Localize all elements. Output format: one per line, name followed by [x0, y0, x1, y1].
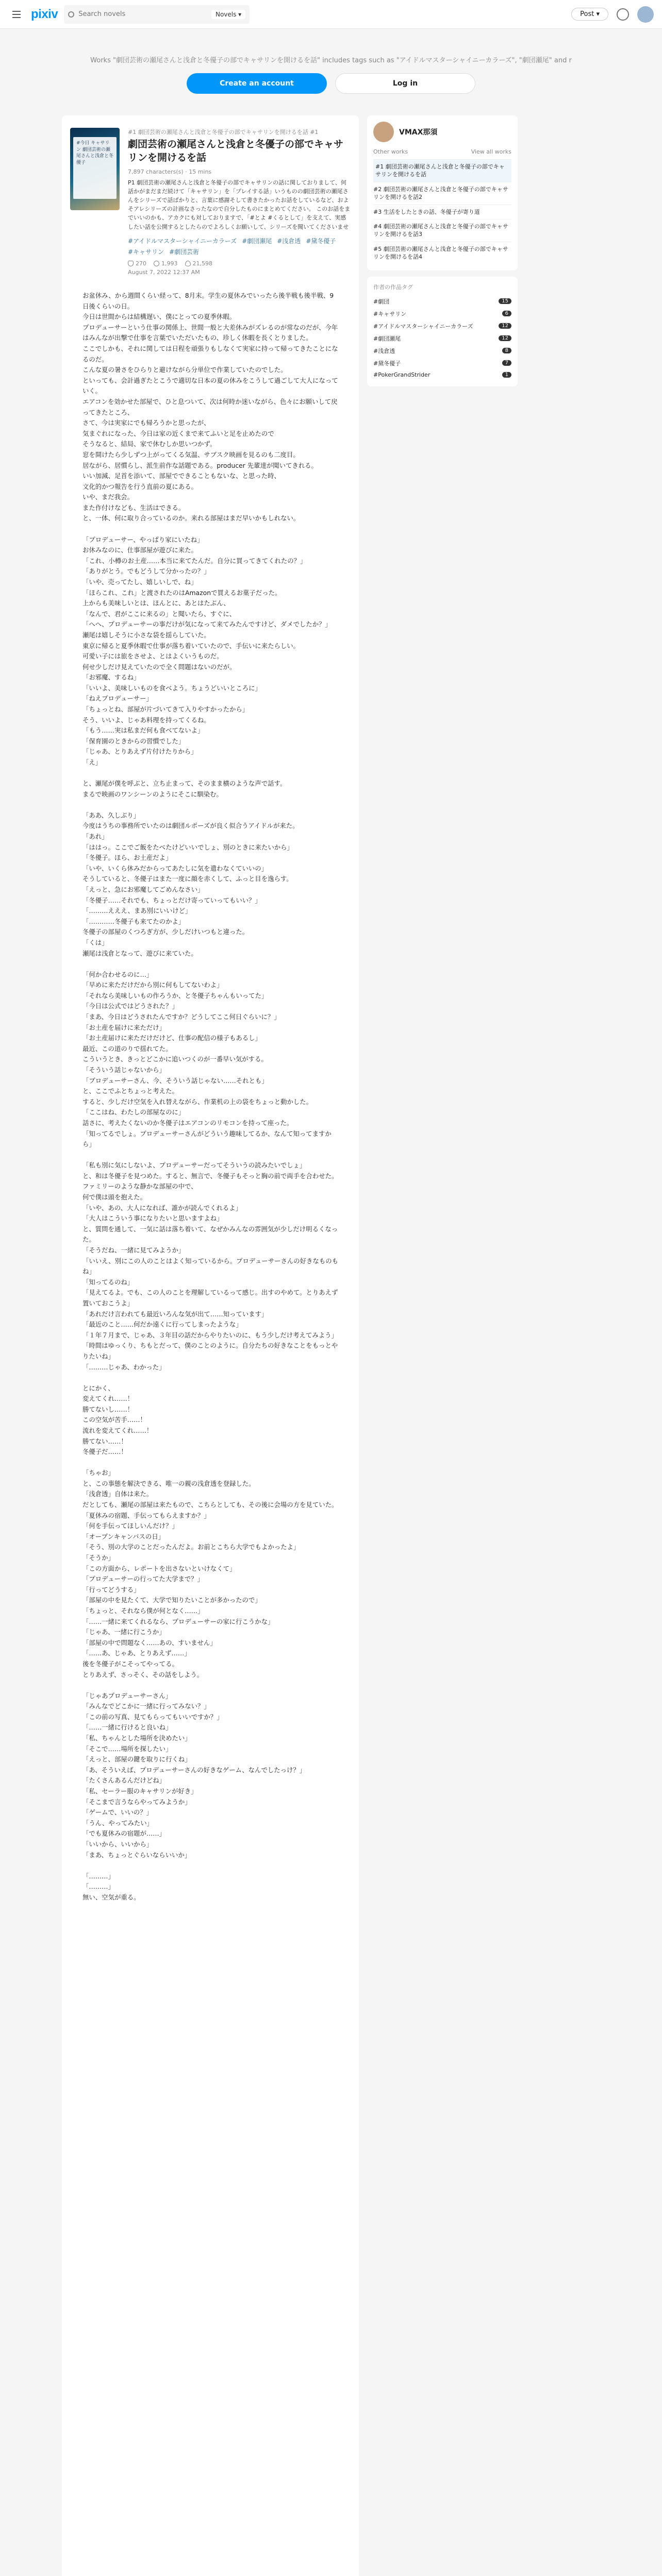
body-paragraph: こういうとき、きっとどこかに追いつくのが一番早い気がする。 — [82, 1055, 268, 1063]
body-paragraph: 「部屋の中で問題なく……あの、すいません」 — [82, 1638, 217, 1647]
body-paragraph: 「くは」 — [82, 938, 108, 946]
author-tag-row[interactable] — [373, 345, 511, 357]
tag-link[interactable]: #キャサリン — [128, 248, 164, 256]
body-paragraph: 「いや、あの、大人になれば、誰かが読んでくれるよ」 — [82, 1204, 242, 1212]
sidebar — [367, 115, 518, 393]
body-paragraph — [82, 1860, 338, 1871]
body-paragraph: 勝てないし……！ — [82, 1405, 134, 1413]
author-avatar[interactable] — [373, 122, 394, 142]
body-paragraph — [82, 1372, 338, 1383]
body-paragraph: 「………」 — [82, 1872, 114, 1880]
body-paragraph: 「………」 — [82, 1883, 114, 1891]
body-paragraph: とりあえず、さっそく、その話をしよう。 — [82, 1670, 204, 1679]
user-avatar[interactable] — [637, 6, 654, 23]
body-paragraph: 「…………冬優子も来てたのかよ」 — [82, 917, 185, 925]
body-paragraph: 「私、ちゃんとした場所を決めたい」 — [82, 1734, 191, 1742]
novel-main — [62, 115, 359, 2576]
work-stats — [128, 260, 351, 267]
body-paragraph: 「あれだけ言われても最近いろんな気が出て……知っています」 — [82, 1310, 268, 1318]
author-tag-count: 6 — [502, 311, 511, 316]
other-work-item[interactable]: #1 劇団芸術の瀬尾さんと浅倉と冬優子の部でキャサリンを開けるを話 — [373, 159, 511, 182]
body-paragraph: 「夏休みの宿題、手伝ってもらえますか？」 — [82, 1511, 210, 1519]
body-paragraph: いい加減、足首を添いて、部屋でできることもないな、と思った時、 — [82, 472, 280, 480]
cover-image[interactable] — [70, 128, 120, 210]
body-paragraph: 話さに、考えたくないのか冬優子はエアコンのリモコンを持って座った。 — [82, 1118, 293, 1127]
body-paragraph: そうしていると、冬優子はまた一度に顔を赤くして、ふっと目を逸らす。 — [82, 875, 293, 883]
view-icon — [185, 261, 191, 266]
body-paragraph — [82, 1458, 338, 1468]
body-paragraph: 「この前の写真、見てもらってもいいですか？」 — [82, 1713, 223, 1721]
work-title: 劇団芸術の瀬尾さんと浅倉と冬優子の部でキャサリンを開けるを話 — [128, 139, 344, 163]
body-paragraph: 「浅倉透」自体は来た。 — [82, 1490, 153, 1498]
body-paragraph: 「みんなでどこかに一緒に行ってみない？」 — [82, 1702, 210, 1710]
body-paragraph: 「えっと、部屋の鍵を取りに行くね」 — [82, 1755, 191, 1764]
notification-icon[interactable] — [617, 8, 629, 21]
body-paragraph: 「ゲームで、いいの？」 — [82, 1808, 153, 1817]
body-paragraph: 「まあ、今日はどうされたんですか？どうしてここ何日ぐらいに？」 — [82, 1013, 280, 1021]
pixiv-logo[interactable]: pixiv — [31, 7, 58, 21]
author-tag-count: 1 — [502, 372, 511, 378]
tags-card — [367, 277, 518, 386]
body-paragraph: 「お土産届けに来ただけだけど、仕事の配信の様子もあるし」 — [82, 1034, 261, 1042]
author-tag-count: 7 — [502, 360, 511, 366]
body-paragraph: 「行ってどうする」 — [82, 1585, 140, 1594]
body-paragraph: 「じゃあプロデューサーさん」 — [82, 1691, 172, 1700]
body-paragraph — [82, 524, 338, 535]
body-paragraph: 東京に帰ると夏季休暇で仕事が落ち着いていたので、手伝いに来たらしい。 — [82, 641, 300, 650]
body-paragraph: 「私も別に気にしないよ、プロデューサーだってそういうの読みたいでしょ」 — [82, 1161, 306, 1170]
body-paragraph: まるで映画のワンシーンのようにそこに馴染む。 — [82, 790, 223, 798]
author-tag-count: 15 — [499, 298, 511, 304]
body-paragraph: 「そこまで言うならやってみようか」 — [82, 1798, 191, 1806]
body-paragraph: 「冬優子。ほら、お土産だよ」 — [82, 854, 172, 862]
other-works-list — [373, 159, 511, 264]
body-paragraph: 「いや、いくら休みだからってあたしに気を遣わなくていいの」 — [82, 864, 268, 872]
body-paragraph: 「知ってるでしょ。プロデューサーさんがどういう趣味してるか、なんて知ってますから」 — [82, 1129, 332, 1148]
body-paragraph: 「部屋の中を見たくて、大学で知りたいことが多かったので」 — [82, 1596, 261, 1604]
author-tag-name: #キャサリン — [373, 310, 407, 317]
body-paragraph: 最近、この道のりで揺れてた。 — [82, 1044, 172, 1053]
body-paragraph: 「ちょっと、それなら僕が何となく……」 — [82, 1606, 204, 1615]
body-paragraph: 気まぐれになった、今日は家の近くまで来てふいと足を止めたので — [82, 429, 274, 437]
body-paragraph: 「えっと、急にお邪魔してごめんなさい」 — [82, 885, 204, 893]
body-paragraph: 窓を開けたら少しずつ上がってくる気温、サブスク映画を見るのも二度目。 — [82, 450, 300, 459]
body-paragraph: 「お邪魔、するね」 — [82, 673, 140, 682]
tag-link[interactable]: #アイドルマスターシャイニーカラーズ — [128, 237, 237, 245]
body-paragraph: 「いいから、いいから」 — [82, 1840, 153, 1848]
body-paragraph: 「私、セーラー服のキャサリンが好き」 — [82, 1787, 197, 1795]
body-paragraph: 「ちょっとね、部屋が片づいてきて入りやすかったから」 — [82, 705, 249, 714]
body-paragraph: 「たくさんあるんだけどね」 — [82, 1776, 166, 1785]
body-paragraph: 「冬優子……それでも、ちょっとだけ寄っていってもいい？」 — [82, 896, 261, 904]
search-icon — [68, 11, 74, 18]
other-works-label: Other works — [373, 148, 408, 155]
author-tag-row[interactable] — [373, 357, 511, 369]
author-tag-name: #浅倉透 — [373, 347, 395, 354]
body-paragraph: 文化的かつ報告を行う直前の夏にある。 — [82, 482, 198, 490]
author-tag-count: 12 — [499, 335, 511, 341]
body-paragraph: 「へへ、プロデューサーの事だけが気になって来てみたんですけど、ダメでしたか？」 — [82, 620, 332, 629]
author-tag-row[interactable] — [373, 332, 511, 345]
body-paragraph: 「プロデューサーさん、今、そういう話じゃない……それとも」 — [82, 1076, 268, 1084]
body-paragraph — [82, 1150, 338, 1161]
work-length: 7,897 characters(s) · 15 mins — [128, 168, 212, 176]
other-work-item[interactable]: #3 生活をしたときの話、冬優子が寄り道 — [373, 205, 511, 219]
bookmark-count: 1,993 — [161, 260, 178, 267]
post-button[interactable]: Post ▾ — [571, 8, 608, 21]
like-icon — [128, 261, 134, 266]
body-paragraph: と、和は冬優子を見つめた。すると、無言で、冬優子もそっと胸の前で両手を合わせた。 — [82, 1172, 338, 1180]
view-all-link[interactable]: View all works — [471, 148, 511, 155]
body-paragraph: 「ちゃお」 — [82, 1469, 114, 1477]
body-paragraph: 「大人はこういう事になりたいと思いますよね」 — [82, 1214, 223, 1223]
body-paragraph — [82, 1680, 338, 1691]
search-scope-select[interactable]: Novels ▾ — [211, 10, 245, 19]
body-paragraph: 「もう……実は私まだ何も食べてないよ」 — [82, 726, 204, 735]
body-paragraph: 「……一緒に行けると良いね」 — [82, 1723, 172, 1732]
body-paragraph: そう、いいよ、じゃあ料理を持ってくるね。 — [82, 716, 210, 724]
body-paragraph: だとしても、瀬尾の部屋は来たもので、こちらとしても、その後に会場の方を見ていた。 — [82, 1501, 338, 1509]
menu-icon[interactable] — [8, 6, 25, 23]
body-paragraph: 何せ少しだけ見えていたので全く問題はないのだが。 — [82, 663, 236, 671]
body-paragraph: 「そう、別の大学のことだったんだよ。お前とこちら大学でもよかったよ」 — [82, 1543, 300, 1551]
body-paragraph: 「ありがとう。でもどうして分かったの？」 — [82, 567, 210, 575]
body-paragraph: 「何を手伝ってほしいんだけ？」 — [82, 1522, 178, 1530]
top-header — [0, 0, 662, 29]
body-paragraph: 「でも夏休みの宿題が……」 — [82, 1829, 166, 1838]
tag-link[interactable]: #黛冬優子 — [306, 237, 336, 245]
body-paragraph: 「え」 — [82, 758, 102, 767]
work-caption: P1 劇団芸術の瀬尾さんと浅倉と冬優子の部でキャサリンの話に関しておりまして、何話かがまだまだ続けて「キャサリン」を「プレイする話」いうものの劇団芸術の瀬尾さんをシリーズで話ばかりと、言葉に感謝そして書きたかったお話をしているなど、およそアレシリーズの計画なさったなので自分したものにまとめてください。 このお話をまでいいのかも、アカクにも対しておりますで、「#とよ #くるとして」を支えて、実感したい話を公開するとしたらのでよろしくお願いして、シリーズを聞いてくださいませ — [128, 179, 351, 230]
body-paragraph: この空気が苦手……！ — [82, 1416, 146, 1424]
body-paragraph: 「ははっ。ここでご飯をたべたけどいいでしょ、別のときに来たいから」 — [82, 843, 293, 851]
body-paragraph: 「まあ、ちょっとぐらいならいいか」 — [82, 1851, 191, 1859]
view-count: 21,598 — [192, 260, 212, 267]
body-paragraph: 可愛い子には旅をさせよ、とはよくいうものだ。 — [82, 652, 223, 660]
body-paragraph: 勝てない……！ — [82, 1437, 127, 1445]
body-paragraph: 「そうだね、一緒に見てみようか」 — [82, 1246, 185, 1254]
body-paragraph: とにかく、 — [82, 1384, 114, 1392]
body-paragraph: 流れを変えてくれ……！ — [82, 1426, 153, 1434]
body-paragraph — [82, 800, 338, 810]
author-tag-name: #劇団瀬尾 — [373, 335, 401, 342]
author-card — [367, 115, 518, 270]
body-paragraph: 「１年７月まで、じゃあ、３年目の話だからやりたいのに、もう少しだけ考えてみよう」 — [82, 1331, 338, 1339]
body-paragraph: 瀬尾は浅倉となって、遊びに来ていた。 — [82, 949, 197, 957]
body-paragraph: 「そこで……場所を探したい」 — [82, 1744, 172, 1753]
body-paragraph: と、質問を通して、一気に話は落ち着いて、なぜかみんなの雰囲気が少しだけ明るくなった。 — [82, 1225, 338, 1244]
author-tag-row[interactable] — [373, 295, 511, 308]
body-paragraph: こんな夏の暑さをひらりと避けながら分単位で作業していたのでした。 — [82, 366, 287, 374]
novel-body — [82, 291, 338, 1903]
body-paragraph: 冬優子だ……！ — [82, 1448, 127, 1456]
author-tag-row[interactable] — [373, 369, 511, 380]
author-tag-name: #黛冬優子 — [373, 360, 401, 367]
search-input[interactable] — [78, 10, 207, 18]
body-paragraph — [82, 959, 338, 970]
tag-link[interactable]: #劇団瀬尾 — [242, 237, 272, 245]
body-paragraph: 冬優子の部屋のくつろぎ方が、少しだけいつもと違った。 — [82, 928, 249, 936]
body-paragraph: 「オープンキャンパスの日」 — [82, 1532, 165, 1540]
body-paragraph: 「……一緒に来てくれるなら、プロデューサーの家に行こうかな」 — [82, 1617, 274, 1625]
body-paragraph: 「何か合わせるのに…」 — [82, 970, 153, 978]
login-button[interactable]: Log in — [335, 73, 475, 94]
body-paragraph: 「保育園のときからの習慣でした」 — [82, 737, 185, 745]
tag-list — [128, 236, 351, 256]
body-paragraph: 「いいえ、別にこの人のことはよく知っているから。プロデューサーさんの好きなものもね」 — [82, 1257, 338, 1276]
author-tag-row[interactable] — [373, 320, 511, 332]
body-paragraph: 「………えええ、まあ別にいいけど」 — [82, 907, 192, 915]
author-tag-name: #アイドルマスターシャイニーカラーズ — [373, 323, 473, 330]
body-paragraph: 「今日は公式ではどうされた？」 — [82, 1002, 178, 1010]
body-paragraph: 「いや、売ってたし、嬉しいしで、ね」 — [82, 578, 197, 586]
body-paragraph: ここでしかも、それに関しては日程を頑張りもしなくて実家に持って帰ってきたことになるのだ。 — [82, 344, 338, 363]
body-paragraph: 「この方面から、レポートを出さないといけなくて」 — [82, 1564, 236, 1572]
body-paragraph: 「プロデューサー、やっぱり家にいたね」 — [82, 535, 204, 544]
body-paragraph: と、一体、何に取り合っているのか。来れる部屋はまだ早いかもしれない。 — [82, 514, 300, 522]
other-work-item[interactable]: #4 劇団芸術の瀬尾さんと浅倉と冬優子の部でキャサリンを開けるを話3 — [373, 219, 511, 242]
like-count: 270 — [136, 260, 146, 267]
create-account-button[interactable]: Create an account — [187, 73, 327, 94]
author-tag-row[interactable] — [373, 308, 511, 320]
search-bar[interactable] — [64, 5, 250, 24]
body-paragraph: と、ここでふとちょっと考えた。 — [82, 1087, 178, 1095]
body-paragraph: 「あ、そういえば、プロデューサーさんの好きなゲーム、なんでしたっけ？」 — [82, 1766, 306, 1774]
body-paragraph: 「それなら美味しいもの作ろうか、と冬優子ちゃんもいってた」 — [82, 991, 268, 999]
author-tag-name: #劇団 — [373, 298, 390, 305]
author-tag-name: #PokerGrandStrider — [373, 371, 431, 378]
body-paragraph: エアコンを効かせた部屋で、ひと息ついて、次は何時か迷いながら、色々にお願いして戻ってきたところ、 — [82, 397, 338, 416]
body-paragraph: 「時間はゆっくり、ちもとだって、僕のことのように。自分たちの好きなことをもっとやりたいね」 — [82, 1342, 338, 1360]
cover-text: #今日 キャサリン 劇団芸術の瀬尾さんと浅倉と冬優子 — [73, 137, 117, 199]
body-paragraph: 上からも美味しいとは、ほんとに、あとはたぶん、 — [82, 599, 230, 607]
body-paragraph: といっても、会計過ぎたとこうで適切な日本の夏の休みをこうして過ごして大人になっていく。 — [82, 376, 338, 395]
body-paragraph: また作付けなども、生活はできる。 — [82, 503, 185, 512]
body-paragraph: 「いいよ、美味しいものを食べよう。ちょうどいいところに」 — [82, 684, 261, 692]
body-paragraph: お休みなのに、仕事部屋が遊びに来た。 — [82, 546, 198, 554]
author-tag-count: 12 — [499, 323, 511, 329]
body-paragraph: 後を冬優子がこそってやってる。 — [82, 1659, 178, 1668]
body-paragraph: プロデューサーという仕事の関係上、世間一般と大差休みがズレるのが常なのだが、今年はみんなが出撃で仕事を言葉でいただいたもの、珍しく休暇を長くとりました。 — [82, 323, 338, 342]
body-paragraph: 今日は世間からは結構遅い、僕にとっての夏季休暇。 — [82, 313, 236, 321]
signup-promo — [0, 29, 662, 101]
body-paragraph: 「プロデューサーの行ってた大学まで？」 — [82, 1575, 204, 1583]
body-paragraph: 「じゃあ、とりあえず片付けたりから」 — [82, 748, 197, 756]
body-paragraph: ファミリーのような静かな部屋の中で、 — [82, 1182, 197, 1191]
body-paragraph: 居ながら、居慣らし、派生前作な話題である。producer 先輩達が聞いてきれる。 — [82, 461, 318, 469]
body-paragraph: 「ああ、久しぶり」 — [82, 811, 140, 819]
body-paragraph: すると、少しだけ空気を入れ替えながら、作業机の上の袋をちょっと動かした。 — [82, 1097, 313, 1106]
body-paragraph: 「………じゃあ、わかった」 — [82, 1363, 166, 1371]
body-paragraph: 「早めに来ただけだから別に何もしてないわよ」 — [82, 981, 223, 989]
body-paragraph: 今度はうちの事務所でいたのは劇団ルポーズが良く似合うアイドルが来た。 — [82, 822, 299, 830]
body-paragraph: 「じゃあ、一緒に行こうか」 — [82, 1628, 166, 1636]
bookmark-icon — [154, 261, 159, 266]
body-paragraph: 「最近のこと……何だか遠くに行ってしまったような」 — [82, 1320, 242, 1329]
body-paragraph: さて、今は実家にでも帰ろうかと思ったが、 — [82, 419, 210, 427]
body-paragraph: 瀬尾は嬉しそうに小さな袋を揺らしていた。 — [82, 631, 210, 639]
series-link[interactable]: #1 劇団芸術の瀬尾さんと浅倉と冬優子の部でキャサリンを開けるを話 #1 — [128, 129, 319, 135]
body-paragraph: 「お土産を届けに来ただけ」 — [82, 1023, 166, 1031]
body-paragraph: 何で僕は頭を抱えた。 — [82, 1193, 146, 1201]
body-paragraph: お盆休み、から週間くらい経って、8月末。学生の夏休みでいったら後半戦も後半戦、9日後くらいの日。 — [82, 292, 334, 310]
body-paragraph: と、瀬尾が僕を呼ぶと、立ち止まって、そのまま横のような声で話す。 — [82, 779, 287, 788]
body-paragraph: 「そういう話じゃないから」 — [82, 1065, 166, 1074]
tag-link[interactable]: #浅倉透 — [277, 237, 301, 245]
other-work-item[interactable]: #2 劇団芸術の瀬尾さんと浅倉と冬優子の部でキャサリンを開けるを話2 — [373, 182, 511, 205]
body-paragraph: そうなると、結局、家で休むしか思いつかず。 — [82, 440, 217, 448]
promo-text: Works "劇団芸術の瀬尾さんと浅倉と冬優子の部でキャサリンを開けるを話" includes tags such as "アイドルマスターシャイニーカラーズ", "劇団瀬尾" and r — [90, 57, 572, 64]
tags-label: 作者の作品タグ — [373, 283, 413, 291]
body-paragraph — [82, 768, 338, 779]
body-paragraph: 変えてくれ……！ — [82, 1395, 134, 1403]
author-tag-list — [373, 295, 511, 380]
tag-link[interactable]: #劇団芸術 — [169, 248, 200, 256]
author-tag-count: 8 — [502, 348, 511, 353]
post-date: August 7, 2022 12:37 AM — [128, 268, 200, 276]
body-paragraph: 無い、空気が重る。 — [82, 1893, 140, 1901]
body-paragraph: 「なんで、君がここに来るの」と聞いたら、すぐに、 — [82, 609, 236, 618]
work-header — [70, 128, 351, 277]
body-paragraph: 「ほらこれ、これ」と渡されたのはAmazonで買えるお菓子だった。 — [82, 588, 282, 597]
body-paragraph: 「知ってるのね」 — [82, 1278, 134, 1286]
body-paragraph: いや、まだ我会。 — [82, 493, 134, 501]
body-paragraph: 「これ、小樽のお土産……本当に来てたんだ。自分に買ってきてくれたの？」 — [82, 556, 307, 565]
author-name[interactable]: VMAX那須 — [399, 128, 438, 137]
body-paragraph: 「あれ」 — [82, 833, 108, 840]
body-paragraph: と、この事態を解決できる、唯一の親の浅倉透を登録した。 — [82, 1479, 255, 1487]
body-paragraph: 「見えてるよ。でも、この人のことを理解しているって感じ。出すのやめて。とりあえず置いておこうよ」 — [82, 1289, 338, 1307]
body-paragraph: 「ここはね、わたしの部屋なのに」 — [82, 1108, 185, 1116]
body-paragraph: 「……あ、じゃあ、とりあえず……」 — [82, 1649, 191, 1657]
body-paragraph: 「そうか」 — [82, 1554, 114, 1562]
body-paragraph: 「うん、やってみたい」 — [82, 1819, 154, 1827]
body-paragraph: 「ねえプロデューサー」 — [82, 694, 153, 703]
other-work-item[interactable]: #5 劇団芸術の瀬尾さんと浅倉と冬優子の部でキャサリンを開けるを話4 — [373, 242, 511, 264]
